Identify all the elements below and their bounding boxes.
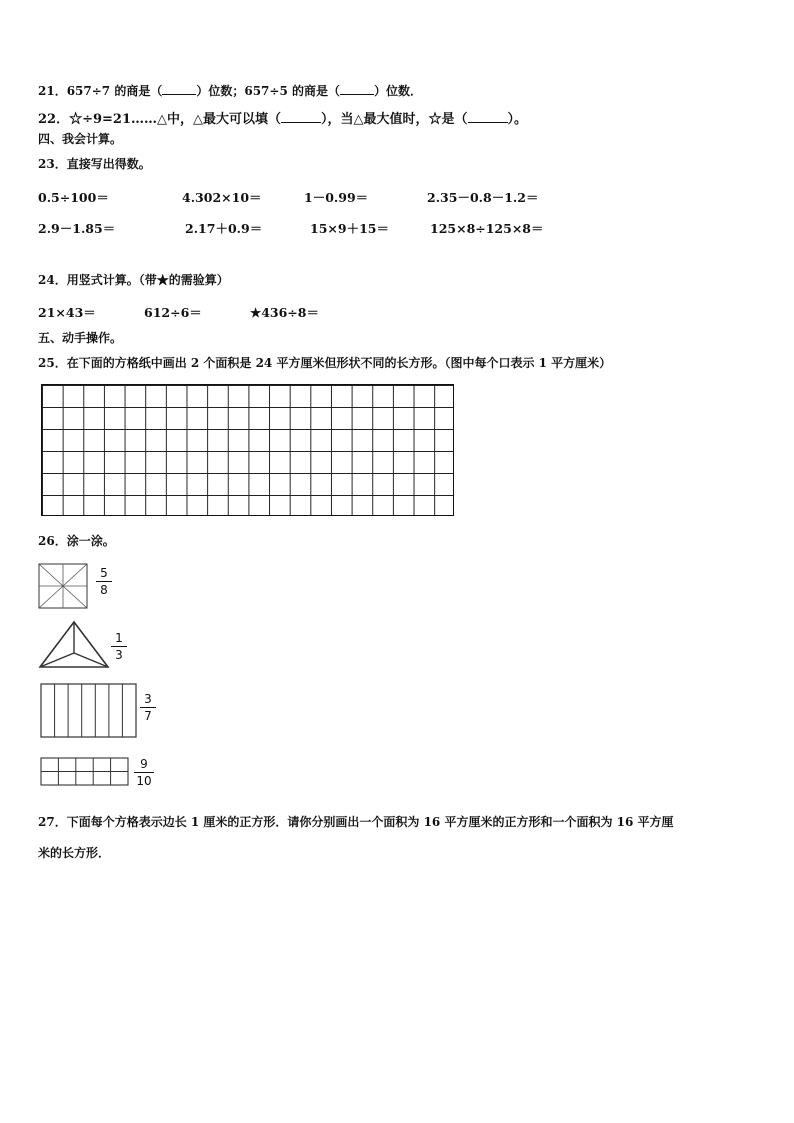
fraction-label	[134, 757, 154, 788]
q22-text-b: ），当△最大值时，☆是（	[321, 112, 468, 127]
q21-text-b: ）位数；657÷5 的商是（	[196, 84, 340, 98]
q21-text-a: 21．657÷7 的商是（	[38, 84, 163, 98]
fraction-numerator: 1	[115, 631, 123, 645]
q21-blank-1[interactable]	[162, 84, 196, 95]
fraction-label	[140, 692, 156, 723]
section-5-heading: 五、动手操作。	[38, 331, 123, 345]
q22-blank-1[interactable]	[281, 112, 321, 123]
question-27-line-2: 米的长方形．	[38, 846, 111, 860]
rectangle-sevenths-figure[interactable]	[40, 683, 138, 739]
calc-item: 0.5÷100＝	[38, 190, 109, 205]
vertical-calc-item: ★436÷8＝	[250, 305, 319, 320]
calc-item: 4.302×10＝	[182, 190, 262, 205]
question-27-line-1: 27．下面每个方格表示边长 1 厘米的正方形．请你分别画出一个面积为 16 平方厘米的正方形和一个面积为 16 平方厘	[38, 815, 674, 829]
calc-item: 2.35－0.8－1.2＝	[427, 190, 539, 205]
fraction-numerator: 9	[140, 757, 148, 771]
question-23: 23．直接写出得数。	[38, 157, 151, 171]
calc-item: 2.17＋0.9＝	[185, 221, 263, 236]
square-eighths-figure[interactable]	[38, 563, 88, 609]
vertical-calc-item: 612÷6＝	[144, 305, 202, 320]
fraction-denominator: 3	[115, 648, 123, 662]
q22-text-c: ）。	[507, 112, 528, 127]
question-22	[38, 108, 527, 127]
q21-blank-2[interactable]	[340, 84, 374, 95]
q22-blank-2[interactable]	[468, 112, 508, 123]
fraction-denominator: 8	[100, 583, 108, 597]
q22-text-a: 22．☆÷9=21……△中，△最大可以填（	[38, 112, 282, 127]
question-26: 26．涂一涂。	[38, 534, 115, 548]
fraction-numerator: 5	[100, 566, 108, 580]
question-24: 24．用竖式计算。（带★的需验算）	[38, 273, 229, 287]
triangle-thirds-figure[interactable]	[38, 620, 110, 670]
fraction-denominator: 10	[136, 774, 152, 788]
section-4-heading: 四、我会计算。	[38, 132, 123, 146]
rectangle-tenths-figure[interactable]	[40, 757, 130, 787]
q21-text-c: ）位数．	[373, 84, 422, 98]
calc-item: 1－0.99＝	[304, 190, 369, 205]
fraction-label	[96, 566, 112, 597]
calc-item: 15×9＋15＝	[310, 221, 389, 236]
square-grid-paper[interactable]	[41, 384, 454, 516]
fraction-label	[111, 631, 127, 662]
vertical-calc-item: 21×43＝	[38, 305, 96, 320]
fraction-denominator: 7	[144, 709, 152, 723]
calc-item: 2.9－1.85＝	[38, 221, 116, 236]
question-25: 25．在下面的方格纸中画出 2 个面积是 24 平方厘米但形状不同的长方形。（图中每个口表示 1 平方厘米）	[38, 356, 612, 370]
calc-item: 125×8÷125×8＝	[430, 221, 544, 236]
question-21	[38, 82, 422, 99]
fraction-numerator: 3	[144, 692, 152, 706]
